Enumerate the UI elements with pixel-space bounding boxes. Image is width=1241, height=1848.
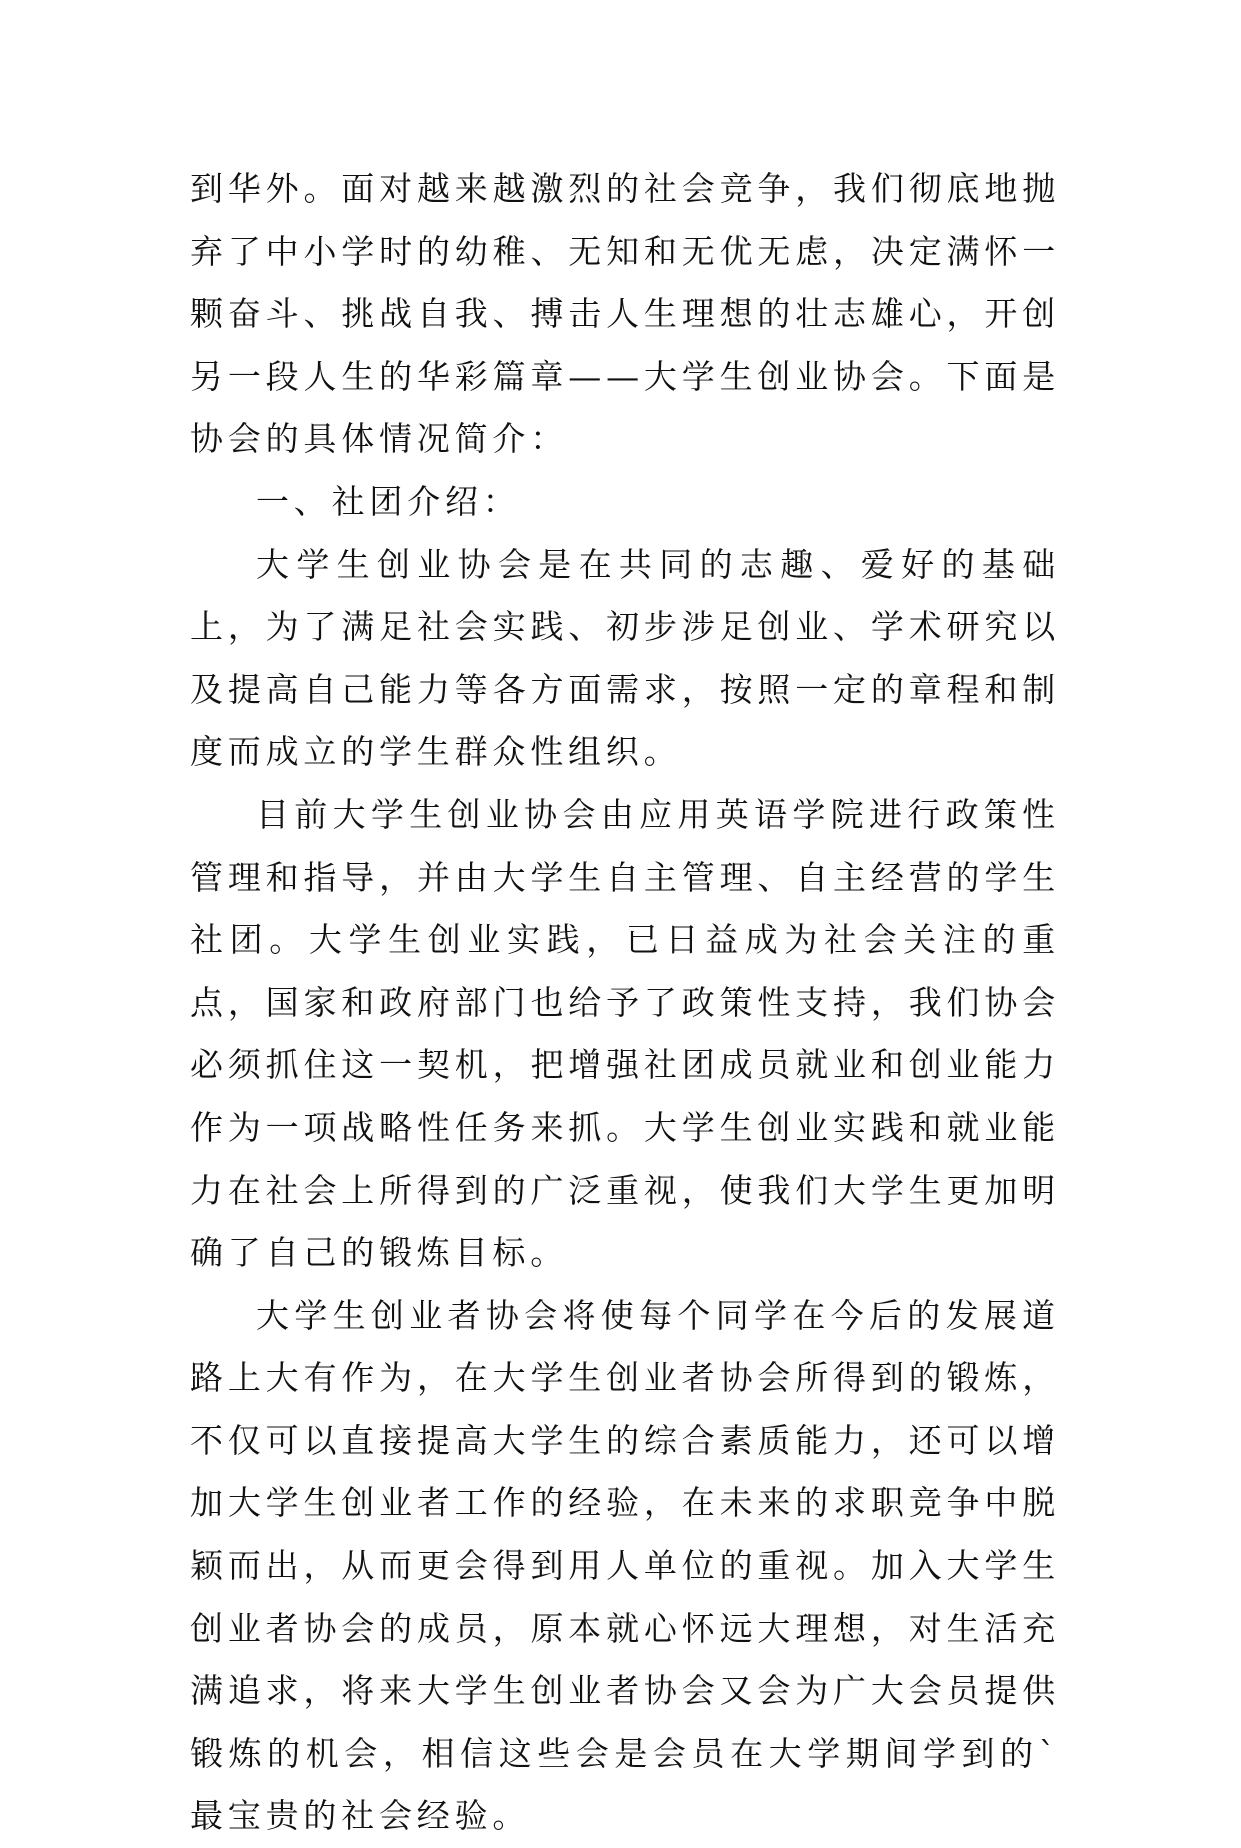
section-heading-club-intro: 一、社团介绍： xyxy=(256,481,521,521)
document-body xyxy=(190,158,1060,1848)
paragraph-continuation: 到华外。面对越来越激烈的社会竞争，我们彻底地抛弃了中小学时的幼稚、无知和无优无虑，决定满怀一颗奋斗、挑战自我、搏击人生理想的壮志雄心，开创另一段人生的华彩篇章——大学生创业协会。下面是协会的具体情况简介： xyxy=(190,169,1060,459)
paragraph-association-definition: 大学生创业协会是在共同的志趣、爱好的基础上，为了满足社会实践、初步涉足创业、学术研究以及提高自己能力等各方面需求，按照一定的章程和制度而成立的学生群众性组织。 xyxy=(190,544,1060,772)
paragraph-member-benefits: 大学生创业者协会将使每个同学在今后的发展道路上大有作为，在大学生创业者协会所得到的锻炼，不仅可以直接提高大学生的综合素质能力，还可以增加大学生创业者工作的经验，在未来的求职竞争中脱颖而出，从而更会得到用人单位的重视。加入大学生创业者协会的成员，原本就心怀远大理想，对生活充满追求，将来大学生创业者协会又会为广大会员提供锻炼的机会，相信这些会是会员在大学期间学到的`最宝贵的社会经验。 xyxy=(190,1295,1060,1836)
paragraph-current-management: 目前大学生创业协会由应用英语学院进行政策性管理和指导，并由大学生自主管理、自主经营的学生社团。大学生创业实践，已日益成为社会关注的重点，国家和政府部门也给予了政策性支持，我们协会必须抓住这一契机，把增强社团成员就业和创业能力作为一项战略性任务来抓。大学生创业实践和就业能力在社会上所得到的广泛重视，使我们大学生更加明确了自己的锻炼目标。 xyxy=(190,794,1060,1273)
